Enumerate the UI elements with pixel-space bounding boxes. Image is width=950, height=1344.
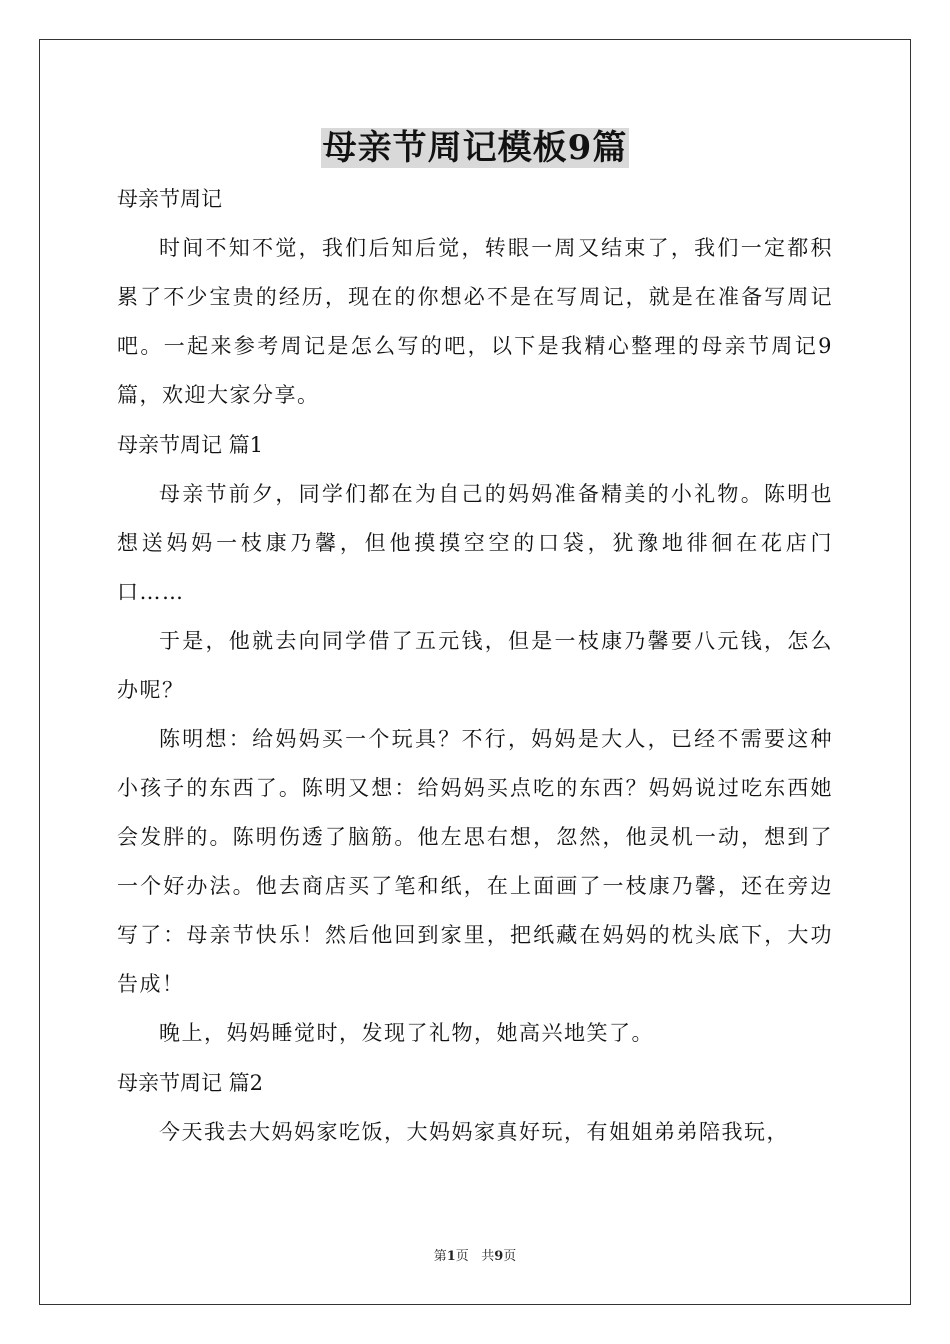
paragraph: 母亲节前夕，同学们都在为自己的妈妈准备精美的小礼物。陈明也想送妈妈一枝康乃馨，但他摸摸空空的口袋，犹豫地徘徊在花店门口…… <box>117 482 833 604</box>
page-label: 页 <box>455 1249 469 1264</box>
page-footer <box>0 1245 950 1264</box>
paragraph: 晚上，妈妈睡觉时，发现了礼物，她高兴地笑了。 <box>159 1021 654 1045</box>
section-intro <box>117 174 833 420</box>
paragraph: 时间不知不觉，我们后知后觉，转眼一周又结束了，我们一定都积累了不少宝贵的经历，现在的你想必不是在写周记，就是在准备写周记吧。一起来参考周记是怎么写的吧，以下是我精心整理的母亲节周记9篇，欢迎大家分享。 <box>117 236 833 407</box>
page-number: 1 <box>446 1249 456 1264</box>
section-heading: 母亲节周记 篇1 <box>117 433 264 457</box>
total-label: 页 <box>503 1249 517 1264</box>
section-heading: 母亲节周记 <box>117 187 222 211</box>
section-heading: 母亲节周记 篇2 <box>117 1071 264 1095</box>
page-total: 9 <box>494 1249 504 1264</box>
document-title: 母亲节周记模板9篇 <box>322 128 628 168</box>
paragraph: 陈明想：给妈妈买一个玩具？不行，妈妈是大人，已经不需要这种小孩子的东西了。陈明又想：给妈妈买点吃的东西？妈妈说过吃东西她会发胖的。陈明伤透了脑筋。他左思右想，忽然，他灵机一动，想到了一个好办法。他去商店买了笔和纸，在上面画了一枝康乃馨，还在旁边写了：母亲节快乐！然后他回到家里，把纸藏在妈妈的枕头底下，大功告成！ <box>117 727 833 996</box>
total-prefix: 共 <box>481 1249 495 1264</box>
title-container <box>0 128 950 168</box>
section-2 <box>117 1058 833 1157</box>
paragraph: 于是，他就去向同学借了五元钱，但是一枝康乃馨要八元钱，怎么办呢？ <box>117 629 833 702</box>
section-1 <box>117 420 833 1058</box>
page-prefix: 第 <box>433 1249 447 1264</box>
paragraph: 今天我去大妈妈家吃饭，大妈妈家真好玩，有姐姐弟弟陪我玩， <box>159 1120 789 1144</box>
document-body <box>117 174 833 1157</box>
